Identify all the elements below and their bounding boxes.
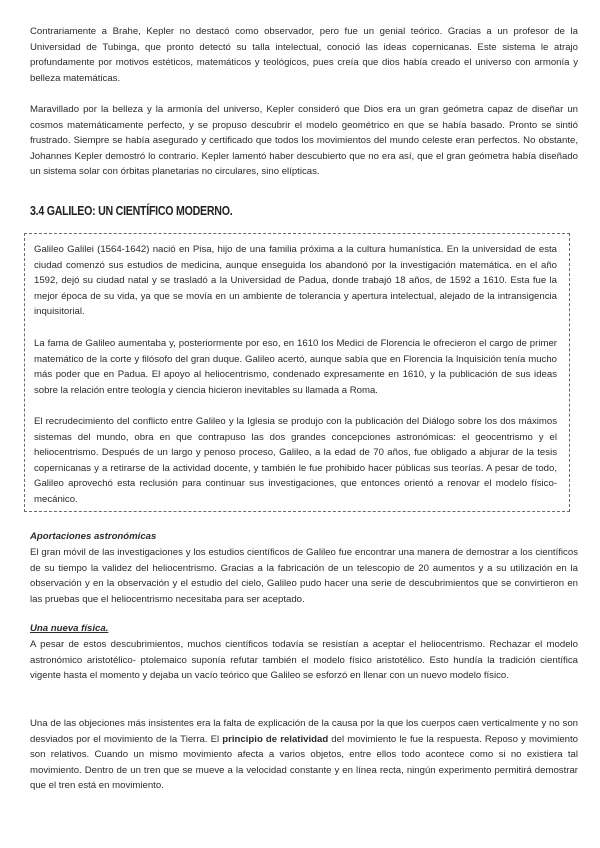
- intro-paragraph-2: Maravillado por la belleza y la armonía del universo, Kepler consideró que Dios era un gran geómetra capaz de diseñar un cosmos matemáticamente perfecto, y se propuso descubrir el modelo geométrico en que se había basado. Pronto se sintió frustrado. Siempre se había asegurado y certificado que todos los movimientos del mundo celeste eran perfectos. No obstante, Johannes Kepler demostró lo contrario. Kepler lamentó haber descubierto que no era así, que el gran geómetra había diseñado un sistema solar con órbitas planetarias no circulares, sino elípticas.: [30, 104, 578, 178]
- nueva-fisica-heading: Una nueva física.: [30, 623, 109, 634]
- box-paragraph-2: La fama de Galileo aumentaba y, posteriormente por eso, en 1610 los Medici de Florencia le ofrecieron el cargo de primer matemático de la corte y filósofo del gran duque. Galileo acertó, aunque sabía que en Florencia la Inquisición tenía mucho más poder que en Padua. El apoyo al heliocentrismo, condenado expresamente en 1610, y la publicación de sus ideas sobre la relación entre teología y ciencia hicieron inevitables su llamada a Roma.: [34, 338, 557, 396]
- relatividad-term: principio de relatividad: [222, 733, 329, 745]
- section-heading: 3.4 GALILEO: UN CIENTÍFICO MODERNO.: [30, 204, 233, 218]
- nueva-fisica-paragraph-1: A pesar de estos descubrimientos, muchos científicos todavía se resistían a aceptar el heliocentrismo. Rechazar el modelo astronómico aristotélico- ptolemaico suponía refutar también el modelo físico aristotélico. Esto hundía la tradición científica vigente hasta el momento y dejaba un vacío teórico que Galileo se esforzó en llenar con un nuevo modelo físico.: [30, 639, 578, 682]
- box-paragraph-3: El recrudecimiento del conflicto entre Galileo y la Iglesia se produjo con la publicación del Diálogo sobre los dos máximos sistemas del mundo, obra en que contrapuso las dos grandes concepciones astronómicas: el geocentrismo y el heliocentrismo. Después de un largo y penoso proceso, Galileo, a la edad de 70 años, fue obligado a abjurar de la tesis copernicanas y a retirarse de la actividad docente, y también le fue prohibido hacer públicas sus teorías. A pesar de todo, Galileo aprovechó esta reclusión para continuar sus investigaciones, que entonces orientó a renovar el modelo físico-mecánico.: [34, 416, 557, 505]
- paragraph-text-start: Una de las objeciones más insistentes era la falta de explicación de la causa por la que los cuerpos caen verticalmente y no son desviados por el movimiento de la Tierra. El: [30, 718, 578, 745]
- aportaciones-paragraph: El gran móvil de las investigaciones y los estudios científicos de Galileo fue encontrar una manera de demostrar a los científicos de su tiempo la validez del heliocentrismo. Gracias a la fabricación de un telescopio de 20 aumentos y a su utilización en la observación y en la observación y el estudio del cielo, Galileo pudo hacer una serie de descubrimientos que se convirtieron en las pruebas que el heliocentrismo necesitaba para ser aceptado.: [30, 547, 578, 605]
- aportaciones-heading: Aportaciones astronómicas: [30, 531, 157, 542]
- galileo-biography-box: [24, 233, 570, 512]
- nueva-fisica-paragraph-2: [30, 716, 578, 794]
- intro-paragraph-1: Contrariamente a Brahe, Kepler no destacó como observador, pero fue un genial teórico. Gracias a un profesor de la Universidad de Tubinga, que pronto detectó su talla intelectual, conoció las ideas copernicanas. Este sistema le atrajo profundamente por motivos estéticos, matemáticos y teológicos, pues creía que dios había creado el universo con armonía y belleza matemáticas.: [30, 26, 578, 84]
- paragraph-text-end: del movimiento le fue la respuesta. Reposo y movimiento son relativos. Cuando un mismo movimiento afecta a varios objetos, entre ellos todo acontece como si no existiera tal movimiento. Dentro de un tren que se mueve a la velocidad constante y en línea recta, ningún experimento permitirá demostrar que el tren está en movimiento.: [30, 733, 578, 792]
- box-paragraph-1: Galileo Galilei (1564-1642) nació en Pisa, hijo de una familia próxima a la cultura humanística. En la universidad de esta ciudad comenzó sus estudios de medicina, aunque enseguida los abandonó por la investigación matemática. en el año 1592, dejó su ciudad natal y se trasladó a la Universidad de Padua, donde trabajó 18 años, de 1592 a 1610. Esta fue la mejor época de su vida, ya que se movía en un ambiente de tolerancia y apertura intelectual, alejado de la intransigencia inquisitorial.: [34, 244, 557, 318]
